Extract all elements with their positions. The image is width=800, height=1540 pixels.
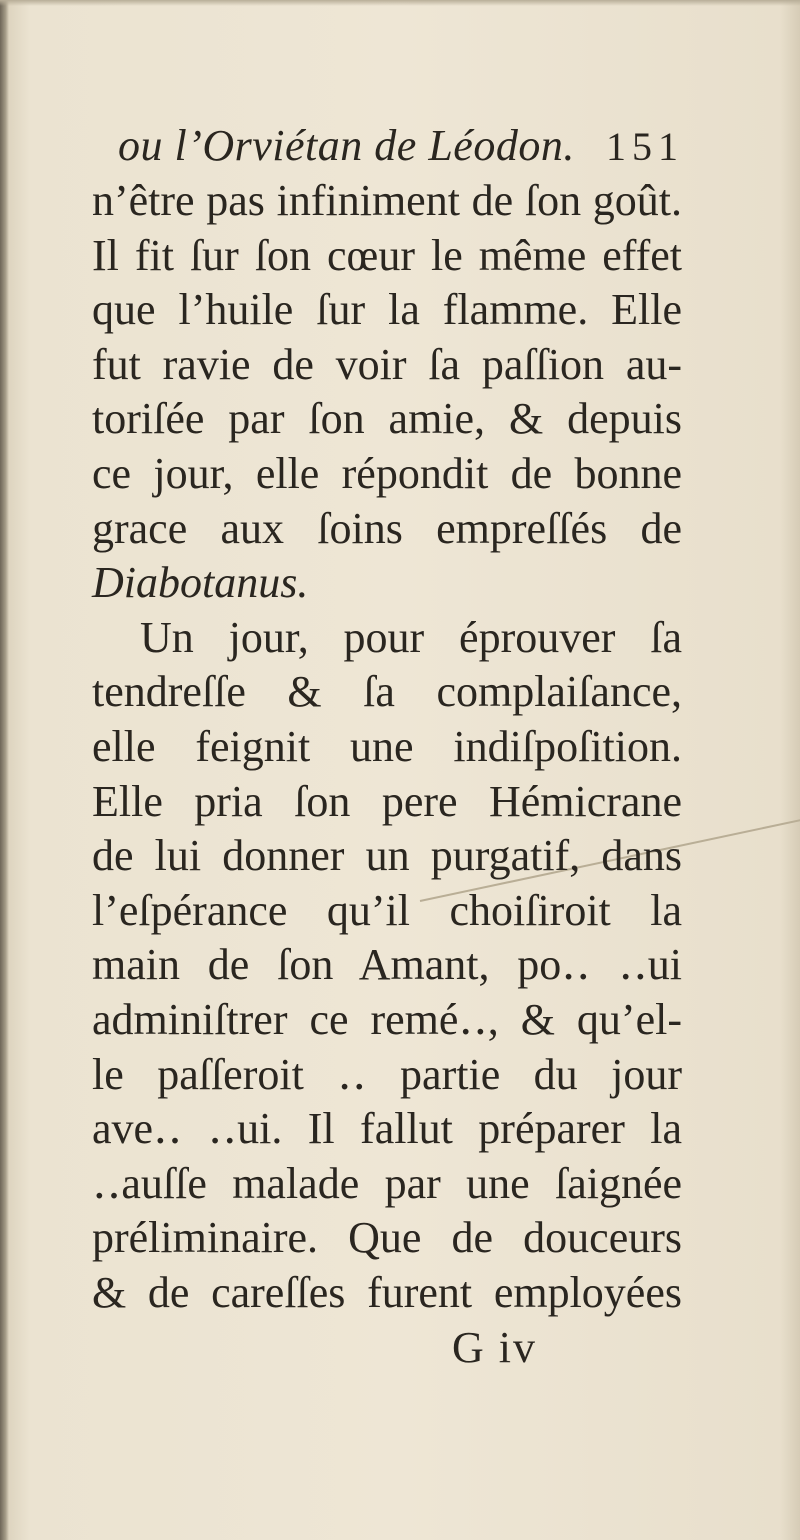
page-number: 151 xyxy=(606,124,684,169)
text-line: tendreſſe & ſa complaiſance, xyxy=(92,667,682,717)
text-line: préliminaire. Que de douceurs xyxy=(92,1213,682,1263)
text-line: adminiſtrer ce remé‥, & qu’el- xyxy=(92,994,682,1044)
paragraph-start-line: Un jour, pour éprouver ſa xyxy=(140,612,682,662)
text-line: n’être pas infiniment de ſon goût. xyxy=(92,176,682,225)
text-line: ave‥ ‥ui. Il fallut préparer la xyxy=(92,1104,682,1154)
text-line: grace aux ſoins empreſſés de xyxy=(92,503,682,553)
text-line: toriſée par ſon amie, & depuis xyxy=(92,394,682,444)
text-line: Il fit ſur ſon cœur le même effet xyxy=(92,230,682,280)
text-line: que l’huile ſur la flamme. Elle xyxy=(92,285,682,335)
text-line: main de ſon Amant, po‥ ‥ui xyxy=(92,940,682,990)
text-line: l’eſpérance qu’il choiſiroit la xyxy=(92,885,682,935)
text-line: le paſſeroit ‥ partie du jour xyxy=(92,1049,682,1099)
page-top-shadow xyxy=(0,0,800,6)
text-line: de lui donner un purgatif, dans xyxy=(92,831,682,881)
text-line: ‥auſſe malade par une ſaignée xyxy=(92,1158,682,1208)
running-title: ou l’Orviétan de Léodon. xyxy=(118,121,575,170)
text-line: fut ravie de voir ſa paſſion au- xyxy=(92,339,682,389)
text-line-name: Diabotanus. xyxy=(92,558,309,608)
text-line: Elle pria ſon pere Hémicrane xyxy=(92,776,682,826)
signature-mark: G iv xyxy=(452,1323,537,1373)
text-line: ce jour, elle répondit de bonne xyxy=(92,448,682,498)
page-binding-shadow xyxy=(0,0,9,1540)
text-line: elle feignit une indiſpoſition. xyxy=(92,721,682,771)
page-text-block xyxy=(92,118,692,1376)
text-line: & de careſſes furent employées xyxy=(92,1267,682,1317)
running-header xyxy=(118,118,684,174)
